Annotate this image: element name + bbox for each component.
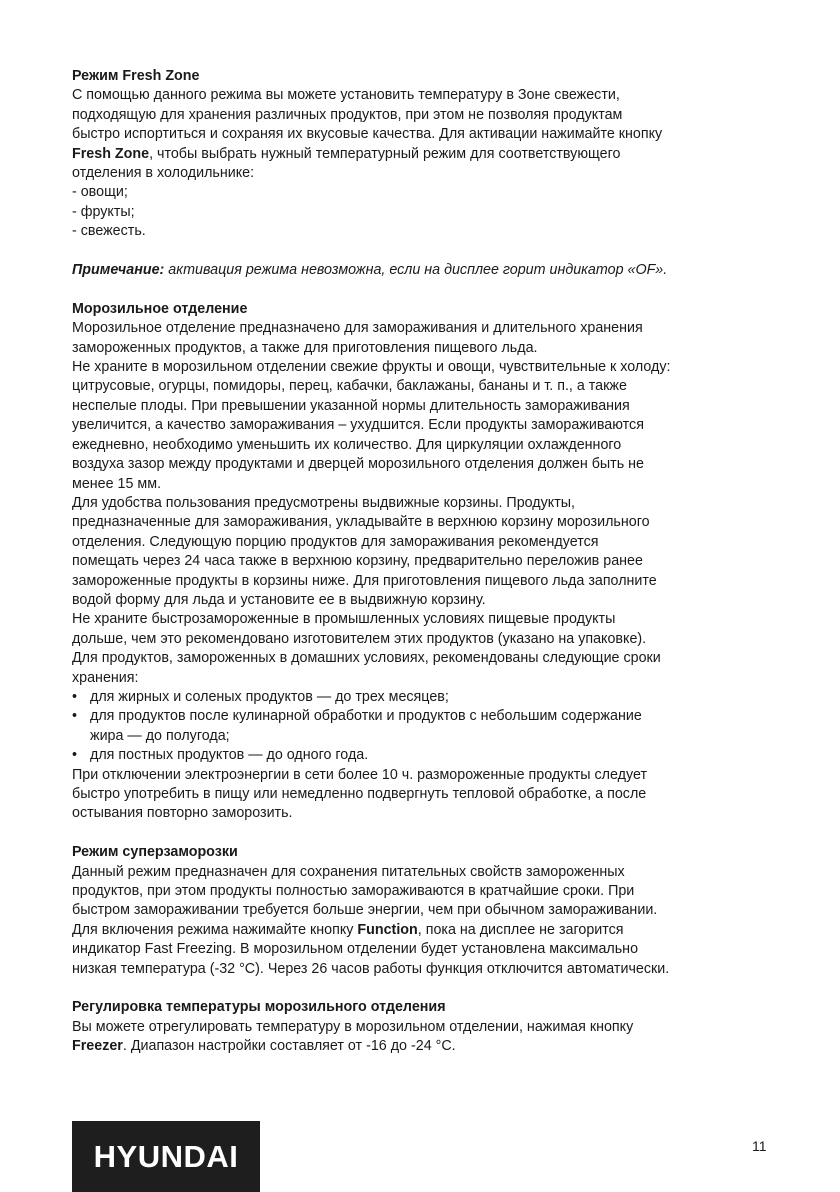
note bbox=[72, 261, 772, 280]
section-heading-fresh-zone: Режим Fresh Zone bbox=[72, 68, 200, 84]
spacer bbox=[72, 824, 772, 843]
paragraph-line bbox=[72, 145, 772, 164]
paragraph-line: подходящую для хранения различных продуктов, при этом не позволяя продуктам bbox=[72, 106, 623, 123]
paragraph-line: цитрусовые, огурцы, помидоры, перец, кабачки, баклажаны, бананы и т. п., а также bbox=[72, 378, 627, 395]
paragraph-line: замороженные продукты в корзины ниже. Для приготовления пищевого льда заполните bbox=[72, 572, 657, 589]
paragraph-line: менее 15 мм. bbox=[72, 475, 162, 492]
bullet-text: для постных продуктов — до одного года. bbox=[90, 747, 369, 764]
button-name-function: Function bbox=[357, 921, 418, 938]
paragraph-line: Не храните в морозильном отделении свежие фрукты и овощи, чувствительные к холоду: bbox=[72, 359, 671, 376]
paragraph-line: Морозильное отделение предназначено для замораживания и длительного хранения bbox=[72, 320, 643, 337]
paragraph-line: воздуха зазор между продуктами и дверцей морозильного отделения должен быть не bbox=[72, 456, 644, 473]
spacer bbox=[72, 242, 772, 261]
spacer bbox=[72, 280, 772, 299]
manual-page-body bbox=[72, 67, 772, 1057]
paragraph-line: С помощью данного режима вы можете установить температуру в Зоне свежести, bbox=[72, 87, 620, 104]
bullet-item bbox=[72, 707, 772, 726]
list-item: - овощи; bbox=[72, 184, 128, 201]
paragraph-line: водой форму для льда и установите ее в выдвижную корзину. bbox=[72, 591, 486, 608]
paragraph-line: продуктов, при этом продукты полностью замораживаются в кратчайшие сроки. При bbox=[72, 883, 635, 900]
paragraph-line: Для продуктов, замороженных в домашних условиях, рекомендованы следующие сроки bbox=[72, 650, 661, 667]
button-name-fresh-zone: Fresh Zone bbox=[72, 145, 150, 162]
paragraph-line: индикатор Fast Freezing. В морозильном отделении будет установлена максимально bbox=[72, 941, 639, 958]
bullet-icon: • bbox=[72, 747, 78, 764]
note-text: активация режима невозможна, если на дисплее горит индикатор «OF». bbox=[164, 262, 668, 279]
section-heading-freezer-temp: Регулировка температуры морозильного отделения bbox=[72, 999, 446, 1016]
paragraph-text: , чтобы выбрать нужный температурный режим для соответствующего bbox=[149, 145, 621, 162]
paragraph-line: Данный режим предназначен для сохранения питательных свойств замороженных bbox=[72, 863, 625, 880]
paragraph-line: дольше, чем это рекомендовано изготовителем этих продуктов (указано на упаковке). bbox=[72, 630, 647, 647]
paragraph-line: увеличится, а качество замораживания – ухудшится. Если продукты замораживаются bbox=[72, 417, 644, 434]
paragraph-text: Для включения режима нажимайте кнопку bbox=[72, 921, 358, 938]
paragraph-line: низкая температура (-32 °C). Через 26 часов работы функция отключится автоматически. bbox=[72, 960, 670, 977]
paragraph-line: неспелые плоды. При превышении указанной нормы длительность замораживания bbox=[72, 397, 630, 414]
section-heading-superfreeze: Режим суперзаморозки bbox=[72, 844, 238, 861]
paragraph-line: При отключении электроэнергии в сети более 10 ч. размороженные продукты следует bbox=[72, 766, 648, 783]
list-item: - свежесть. bbox=[72, 223, 146, 240]
bullet-icon: • bbox=[72, 688, 78, 705]
paragraph-line: хранения: bbox=[72, 669, 139, 686]
paragraph-line: отделения. Следующую порцию продуктов для замораживания рекомендуется bbox=[72, 533, 599, 550]
paragraph-line: ежедневно, необходимо уменьшить их количество. Для циркуляции охлажденного bbox=[72, 436, 622, 453]
paragraph-line: быстром замораживании требуется больше энергии, чем при обычном замораживании. bbox=[72, 902, 658, 919]
paragraph-line bbox=[72, 1037, 772, 1056]
paragraph-line: отделения в холодильнике: bbox=[72, 165, 255, 182]
paragraph-text: , пока на дисплее не загорится bbox=[417, 921, 624, 938]
paragraph-line: быстро испортиться и сохраняя их вкусовые качества. Для активации нажимайте кнопку bbox=[72, 126, 663, 143]
spacer bbox=[72, 979, 772, 998]
button-name-freezer: Freezer bbox=[72, 1038, 123, 1055]
paragraph-line: помещать через 24 часа также в верхнюю корзину, предварительно переложив ранее bbox=[72, 553, 643, 570]
bullet-item bbox=[72, 688, 772, 707]
brand-logo: HYUNDAI bbox=[72, 1121, 260, 1192]
bullet-text: для продуктов после кулинарной обработки и продуктов с небольшим содержание bbox=[90, 708, 642, 725]
note-label: Примечание: bbox=[72, 262, 165, 279]
bullet-text: для жирных и соленых продуктов — до трех месяцев; bbox=[90, 688, 449, 705]
paragraph-line: Вы можете отрегулировать температуру в морозильном отделении, нажимая кнопку bbox=[72, 1018, 634, 1035]
paragraph-line bbox=[72, 921, 772, 940]
section-heading-freezer: Морозильное отделение bbox=[72, 300, 248, 317]
list-item: - фрукты; bbox=[72, 203, 135, 220]
bullet-continuation: жира — до полугода; bbox=[90, 727, 230, 744]
paragraph-line: Для удобства пользования предусмотрены выдвижные корзины. Продукты, bbox=[72, 494, 575, 511]
paragraph-line: замороженных продуктов, а также для приготовления пищевого льда. bbox=[72, 339, 538, 356]
paragraph-text: . Диапазон настройки составляет от -16 до -24 °C. bbox=[122, 1038, 456, 1055]
paragraph-line: быстро употребить в пищу или немедленно подвергнуть тепловой обработке, а после bbox=[72, 786, 647, 802]
paragraph-line: Не храните быстрозамороженные в промышленных условиях пищевые продукты bbox=[72, 611, 616, 628]
paragraph-line: остывания повторно заморозить. bbox=[72, 805, 293, 822]
paragraph-line: предназначенные для замораживания, укладывайте в верхнюю корзину морозильного bbox=[72, 514, 650, 531]
page-number: 11 bbox=[752, 1138, 767, 1154]
bullet-item bbox=[72, 746, 772, 765]
bullet-icon: • bbox=[72, 708, 78, 725]
